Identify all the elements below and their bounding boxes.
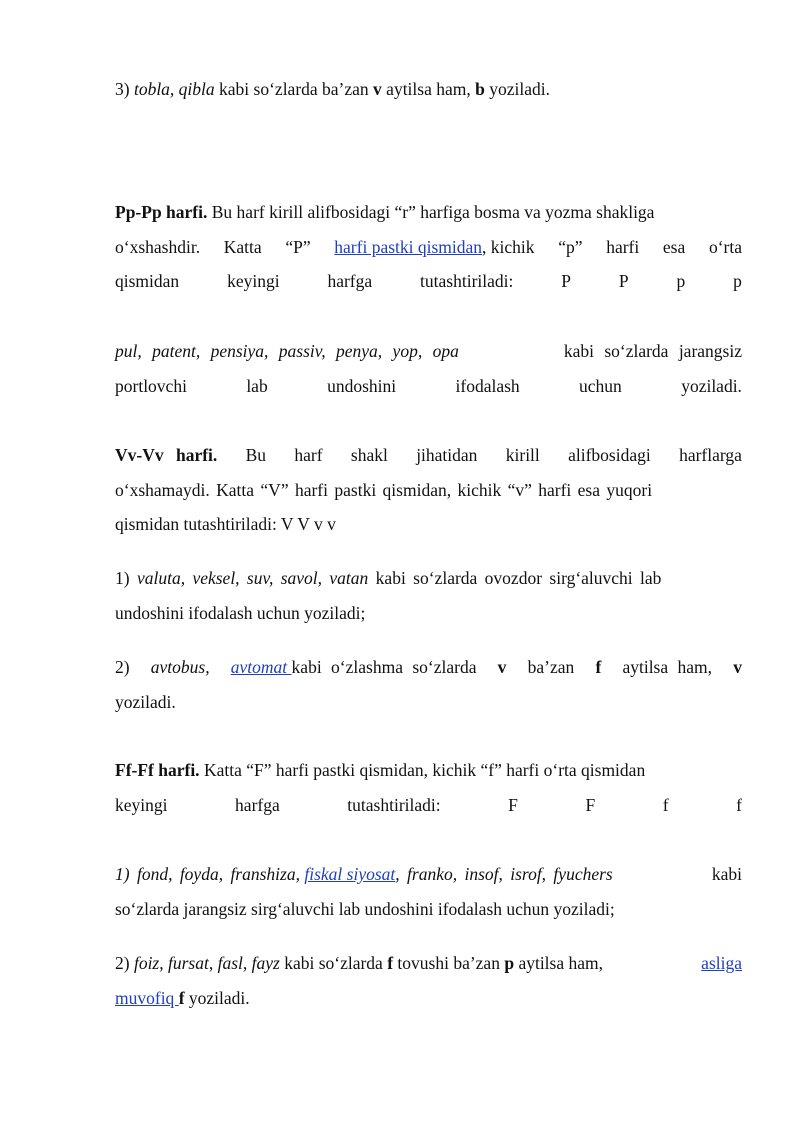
letter-f: f — [178, 987, 185, 1008]
ff-item-1-line-2 — [115, 892, 742, 927]
word: qismidan — [115, 271, 180, 291]
letter-sample: F — [585, 794, 596, 815]
word: o‘xshashdir. — [115, 236, 201, 257]
letter-sample: p — [676, 271, 686, 291]
word: alifbosidagi — [568, 445, 651, 465]
link-fiskal-siyosat[interactable]: fiskal siyosat — [304, 864, 396, 884]
word: undoshini — [327, 375, 397, 396]
section-ff — [115, 753, 742, 822]
letter-sample: P — [561, 271, 571, 291]
word: harfi — [606, 236, 640, 257]
vv-line-2 — [115, 473, 742, 508]
word: “P” — [285, 236, 311, 257]
item-number: 1) — [115, 568, 130, 588]
ff-item-1-line-1 — [115, 857, 742, 892]
text: Katta “F” harfi pastki qismidan, kichik “f” harfi o‘rta qismidan — [203, 760, 646, 780]
link-muvofiq[interactable]: muvofiq — [115, 987, 179, 1008]
section-vv — [115, 438, 742, 542]
ff-line-2 — [115, 788, 742, 823]
word: uchun — [579, 375, 622, 396]
letter-p: p — [504, 953, 515, 973]
item-number: 2) — [115, 657, 130, 677]
word: lab — [246, 375, 268, 396]
link-avtomat[interactable]: avtomat — [230, 657, 292, 677]
vv-item-2 — [115, 650, 742, 719]
item-number: 3) — [115, 79, 130, 99]
link-harfi-pastki-qismidan[interactable]: harfi pastki qismidan — [334, 236, 483, 257]
pp-line-2 — [115, 230, 742, 265]
letter-sample: P — [618, 271, 629, 291]
word: “p” — [558, 236, 583, 257]
section-heading: Ff-Ff harfi. — [115, 760, 200, 780]
letter-sample: f — [662, 794, 669, 815]
word: tutashtiriladi: — [420, 271, 514, 291]
text: kabi so‘zlarda ovozdor sirg‘aluvchi lab — [375, 568, 662, 588]
item-number: 2) — [115, 953, 130, 973]
vv-item-2-line-2 — [115, 685, 742, 720]
pp-line-3 — [115, 264, 742, 299]
section-heading: Vv-Vv harfi. — [115, 445, 218, 465]
text: aytilsa ham, — [386, 79, 471, 99]
ff-item-2-line-1 — [115, 946, 742, 981]
letter-v: v — [373, 79, 382, 99]
ff-item-2 — [115, 946, 742, 1015]
text: kabi — [711, 864, 742, 884]
letter-f: f — [387, 953, 394, 973]
vv-item-1-line-2 — [115, 596, 742, 631]
text: yoziladi. — [188, 987, 250, 1008]
letter-sample: p — [733, 271, 742, 291]
word: tutashtiriladi: — [347, 794, 441, 815]
text: yoziladi. — [489, 79, 550, 99]
word: o‘rta — [708, 236, 742, 257]
text: aytilsa ham, — [622, 657, 713, 677]
paragraph-intro — [115, 72, 742, 107]
word: harf — [294, 445, 323, 465]
word: jihatidan — [416, 445, 478, 465]
text: yoziladi. — [115, 691, 176, 712]
letter-v: v — [733, 657, 742, 677]
pp-line-1 — [115, 195, 742, 230]
word: harflarga — [679, 445, 742, 465]
text: tovushi ba’zan — [397, 953, 500, 973]
text: qismidan tutashtiriladi: V V v v — [115, 514, 336, 534]
text: o‘xshamaydi. Katta “V” harfi pastki qismidan, kichik “v” harfi esa yuqori — [115, 479, 653, 500]
letter-v: v — [497, 657, 507, 677]
pp-examples-line-2 — [115, 369, 742, 404]
word: shakl — [350, 445, 388, 465]
ff-line-1 — [115, 753, 742, 788]
letter-b: b — [475, 79, 485, 99]
word: ifodalash — [455, 375, 520, 396]
text: kabi so‘zlarda jarangsiz — [563, 341, 742, 361]
pp-examples-line-1 — [115, 334, 742, 369]
word: Bu — [245, 445, 267, 465]
text: kabi so‘zlarda — [284, 953, 383, 973]
example-words: valuta, veksel, suv, savol, vatan — [136, 568, 369, 588]
word: portlovchi — [115, 375, 187, 396]
example-words: pul, patent, pensiya, passiv, penya, yop, opa — [115, 341, 459, 361]
ff-item-2-line-2 — [115, 981, 742, 1016]
vv-line-3 — [115, 507, 742, 542]
link-asliga[interactable]: asliga — [701, 953, 742, 973]
vv-item-2-line-1 — [115, 650, 742, 685]
ff-item-1 — [115, 857, 742, 926]
word: esa — [662, 236, 686, 257]
example-words: , franko, insof, isrof, fyuchers — [395, 864, 613, 884]
section-pp-examples — [115, 334, 742, 403]
text: aytilsa ham, — [518, 953, 603, 973]
word: harfga — [327, 271, 373, 291]
letter-f: f — [595, 657, 602, 677]
word: yoziladi. — [681, 375, 742, 396]
example-word: avtobus, — [150, 657, 210, 677]
word: keyingi — [227, 271, 280, 291]
word: kirill — [505, 445, 540, 465]
text: so‘zlarda jarangsiz sirg‘aluvchi lab undoshini ifodalash uchun yoziladi; — [115, 898, 615, 919]
intro-line — [115, 72, 742, 107]
example-words: 1) fond, foyda, franshiza, — [115, 864, 300, 884]
text: ba’zan — [527, 657, 575, 677]
text: undoshini ifodalash uchun yoziladi; — [115, 602, 366, 623]
vv-line-1 — [115, 438, 742, 473]
letter-sample: f — [736, 794, 742, 815]
word: Katta — [223, 236, 262, 257]
word: harfga — [235, 794, 280, 815]
word: , kichik — [482, 236, 535, 257]
section-pp — [115, 195, 742, 299]
text: kabi so‘zlarda ba’zan — [219, 79, 369, 99]
vv-item-1 — [115, 561, 742, 630]
vv-item-1-line-1 — [115, 561, 742, 596]
text: kabi o‘zlashma so‘zlarda — [291, 657, 477, 677]
example-words: tobla, qibla — [133, 79, 215, 99]
letter-sample: F — [508, 794, 518, 815]
text: Bu harf kirill alifbosidagi “r” harfiga bosma va yozma shakliga — [211, 202, 655, 222]
section-heading: Pp-Pp harfi. — [115, 202, 208, 222]
word: keyingi — [115, 794, 168, 815]
example-words: foiz, fursat, fasl, fayz — [133, 953, 280, 973]
